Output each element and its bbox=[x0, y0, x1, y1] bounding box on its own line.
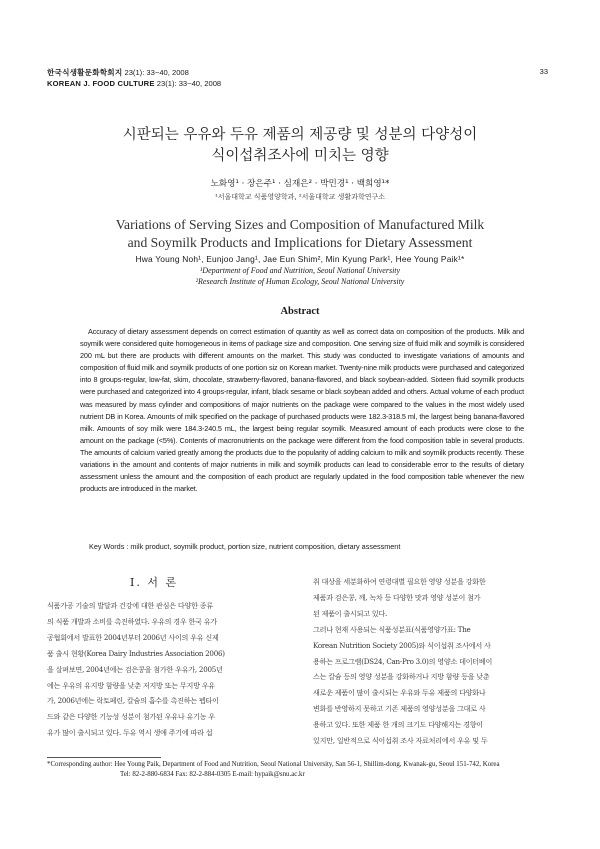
body-right-column bbox=[313, 574, 557, 749]
body-line: 드와 같은 다양한 기능성 성분이 첨가된 우유나 유기농 우 bbox=[47, 712, 215, 722]
running-header bbox=[47, 67, 221, 89]
keywords: Key Words : milk product, soymilk product, portion size, nutrient composition, dietary assessment bbox=[89, 542, 401, 551]
korean-affiliations: ¹서울대학교 식품영양학과, ²서울대학교 생활과학연구소 bbox=[214, 193, 386, 201]
english-affiliation-1: ¹Department of Food and Nutrition, Seoul National University bbox=[199, 266, 401, 275]
body-line: 에는 우유의 유지방 함량을 낮춘 저지방 또는 무지방 우유 bbox=[47, 680, 215, 690]
body-line: 취 대상을 세분화하여 연령대별 필요한 영양 성분을 강화한 bbox=[313, 577, 486, 586]
body-line: 가, 2006년에는 락토페린, 칼슘의 흡수를 촉진하는 펩타이 bbox=[47, 696, 219, 706]
korean-title bbox=[0, 125, 600, 167]
english-affiliations bbox=[0, 265, 600, 287]
footnote-rule bbox=[47, 757, 161, 758]
page-number: 33 bbox=[539, 67, 548, 76]
body-line: 공협회에서 발표한 2004년부터 2006년 사이의 우유 신제 bbox=[47, 632, 219, 642]
body-line: 용하는 프로그램(DS24, Can-Pro 3.0)의 영양소 데이터베이 bbox=[313, 656, 493, 666]
body-line: 품 출시 현황(Korea Dairy Industries Association 2006) bbox=[47, 648, 225, 658]
journal-name-en: KOREAN J. FOOD CULTURE bbox=[47, 79, 155, 88]
body-line: 용하고 있다. 또한 제품 한 개의 크기도 다양해지는 경향이 bbox=[313, 720, 483, 730]
body-line: 제품과 검은콩, 깨, 녹차 등 다양한 맛과 영양 성분이 첨가 bbox=[313, 592, 481, 602]
journal-name-kr: 한국식생활문화학회지 bbox=[47, 68, 123, 77]
journal-ref-kr: 23(1): 33~40, 2008 bbox=[124, 68, 189, 77]
body-left-column bbox=[47, 598, 287, 741]
abstract-heading: Abstract bbox=[280, 306, 320, 317]
korean-title-line-1: 시판되는 우유와 두유 제품의 제공량 및 성분의 다양성이 bbox=[122, 127, 478, 143]
journal-en-line bbox=[47, 78, 221, 89]
english-affiliation-2: ²Research Institute of Human Ecology, Seoul National University bbox=[195, 277, 405, 286]
journal-kr-line bbox=[47, 67, 221, 78]
abstract bbox=[80, 326, 524, 495]
body-line: 있지만, 일반적으로 식이섭취 조사 자료처리에서 우유 및 두 bbox=[313, 736, 488, 746]
journal-ref-en: 23(1): 33~40, 2008 bbox=[156, 79, 222, 88]
korean-authors: 노화영¹ · 장은주¹ · 심재은² · 박민경¹ · 백희영¹* bbox=[210, 179, 390, 189]
body-line: 유가 많이 출시되고 있다. 두유 역시 생애 주기에 따라 섭 bbox=[47, 728, 213, 738]
body-line: 새로운 제품이 많이 출시되는 우유와 두유 제품의 다양화나 bbox=[313, 688, 486, 698]
footnote bbox=[47, 760, 557, 780]
body-line: 을 살펴보면, 2004년에는 검은콩을 첨가한 우유가, 2005년 bbox=[47, 664, 223, 674]
english-title bbox=[0, 216, 600, 252]
section-heading: Ⅰ. 서 론 bbox=[130, 576, 179, 589]
body-line: 스는 칼슘 등의 영양 성분을 강화하거나 지방 함량 등을 낮춘 bbox=[313, 672, 490, 682]
korean-title-line-2: 식이섭취조사에 미치는 영향 bbox=[211, 148, 389, 164]
footnote-corresponding: *Corresponding author: Hee Young Paik, Department of Food and Nutrition, Seoul National University, San 56-1, Shillim-dong, Kwanak-gu, Seoul 151-742, Korea bbox=[47, 761, 500, 768]
english-authors: Hwa Young Noh¹, Eunjoo Jang¹, Jae Eun Shim², Min Kyung Park¹, Hee Young Paik¹* bbox=[135, 254, 465, 264]
abstract-text: Accuracy of dietary assessment depends on correct estimation of quantity as well as correct data on composition of the products. Milk and soymilk were considered quite homogeneous in items of package size and composition. One serving size of fluid milk and soymilk is considered 200 mL but there are products with different amounts on the market. This study was conducted to investigate variations of amounts and composition of fluid milk and soymilk products of one portion siz on Korean market. Twenty-nine milk products were purchased and categorized into 8 groups-regular, low-fat, skim, chocolate, strawberry-flavored, banana-flavored, and black soybean-added. Sixteen fluid soymilk products were purchased and categorized into 4 groups-regular, infant, black sesame or black soybean added and others. Actual volume of each product was measured by mass cylinder and compositions of major nutrients on the package were compared to the values in the most widely used nutrient DB in Korea. Amounts of milk specified on the package of purchased products were 182.3-318.5 ml, the largest being banana-flavored milk. Amounts of soy milk were 184.3-240.5 mL, the largest being regular soymilk. Measured amount of each products were close to the amount on the package (<5%). Contents of macronutrients on the package were different from the food composition table in several products. The amounts of calcium varied greatly among the products due to the popularity of adding calcium to milk and soymilk products recently. These variations in the amount and contents of major nutrients in milk and soymilk products can lead to considerable error to the results of dietary assessment unless the amount and the composition of each product are regularly updated in the food composition table whenever the new products are introduced in the market. bbox=[80, 327, 524, 494]
body-line: 변화를 반영하지 못하고 기존 제품의 영양성분을 그대로 사 bbox=[313, 704, 486, 714]
body-line: 된 제품이 출시되고 있다. bbox=[313, 608, 388, 618]
english-title-line-2: and Soymilk Products and Implications for Dietary Assessment bbox=[127, 235, 473, 250]
body-line: 식품가공 기술의 발달과 건강에 대한 관심은 다양한 종류 bbox=[47, 601, 213, 610]
body-line: 그러나 현재 사용되는 식품성분표(식품영양가표: The bbox=[313, 624, 471, 634]
footnote-contact: Tel: 82-2-880-6834 Fax: 82-2-884-0305 E-mail: hypaik@snu.ac.kr bbox=[120, 771, 305, 778]
body-line: Korean Nutrition Society 2005)와 식이섭취 조사에서 사 bbox=[313, 640, 491, 650]
english-title-line-1: Variations of Serving Sizes and Composition of Manufactured Milk bbox=[115, 217, 485, 232]
body-line: 의 식품 개발과 소비를 촉진하였다. 우유의 경우 한국 유가 bbox=[47, 616, 217, 626]
